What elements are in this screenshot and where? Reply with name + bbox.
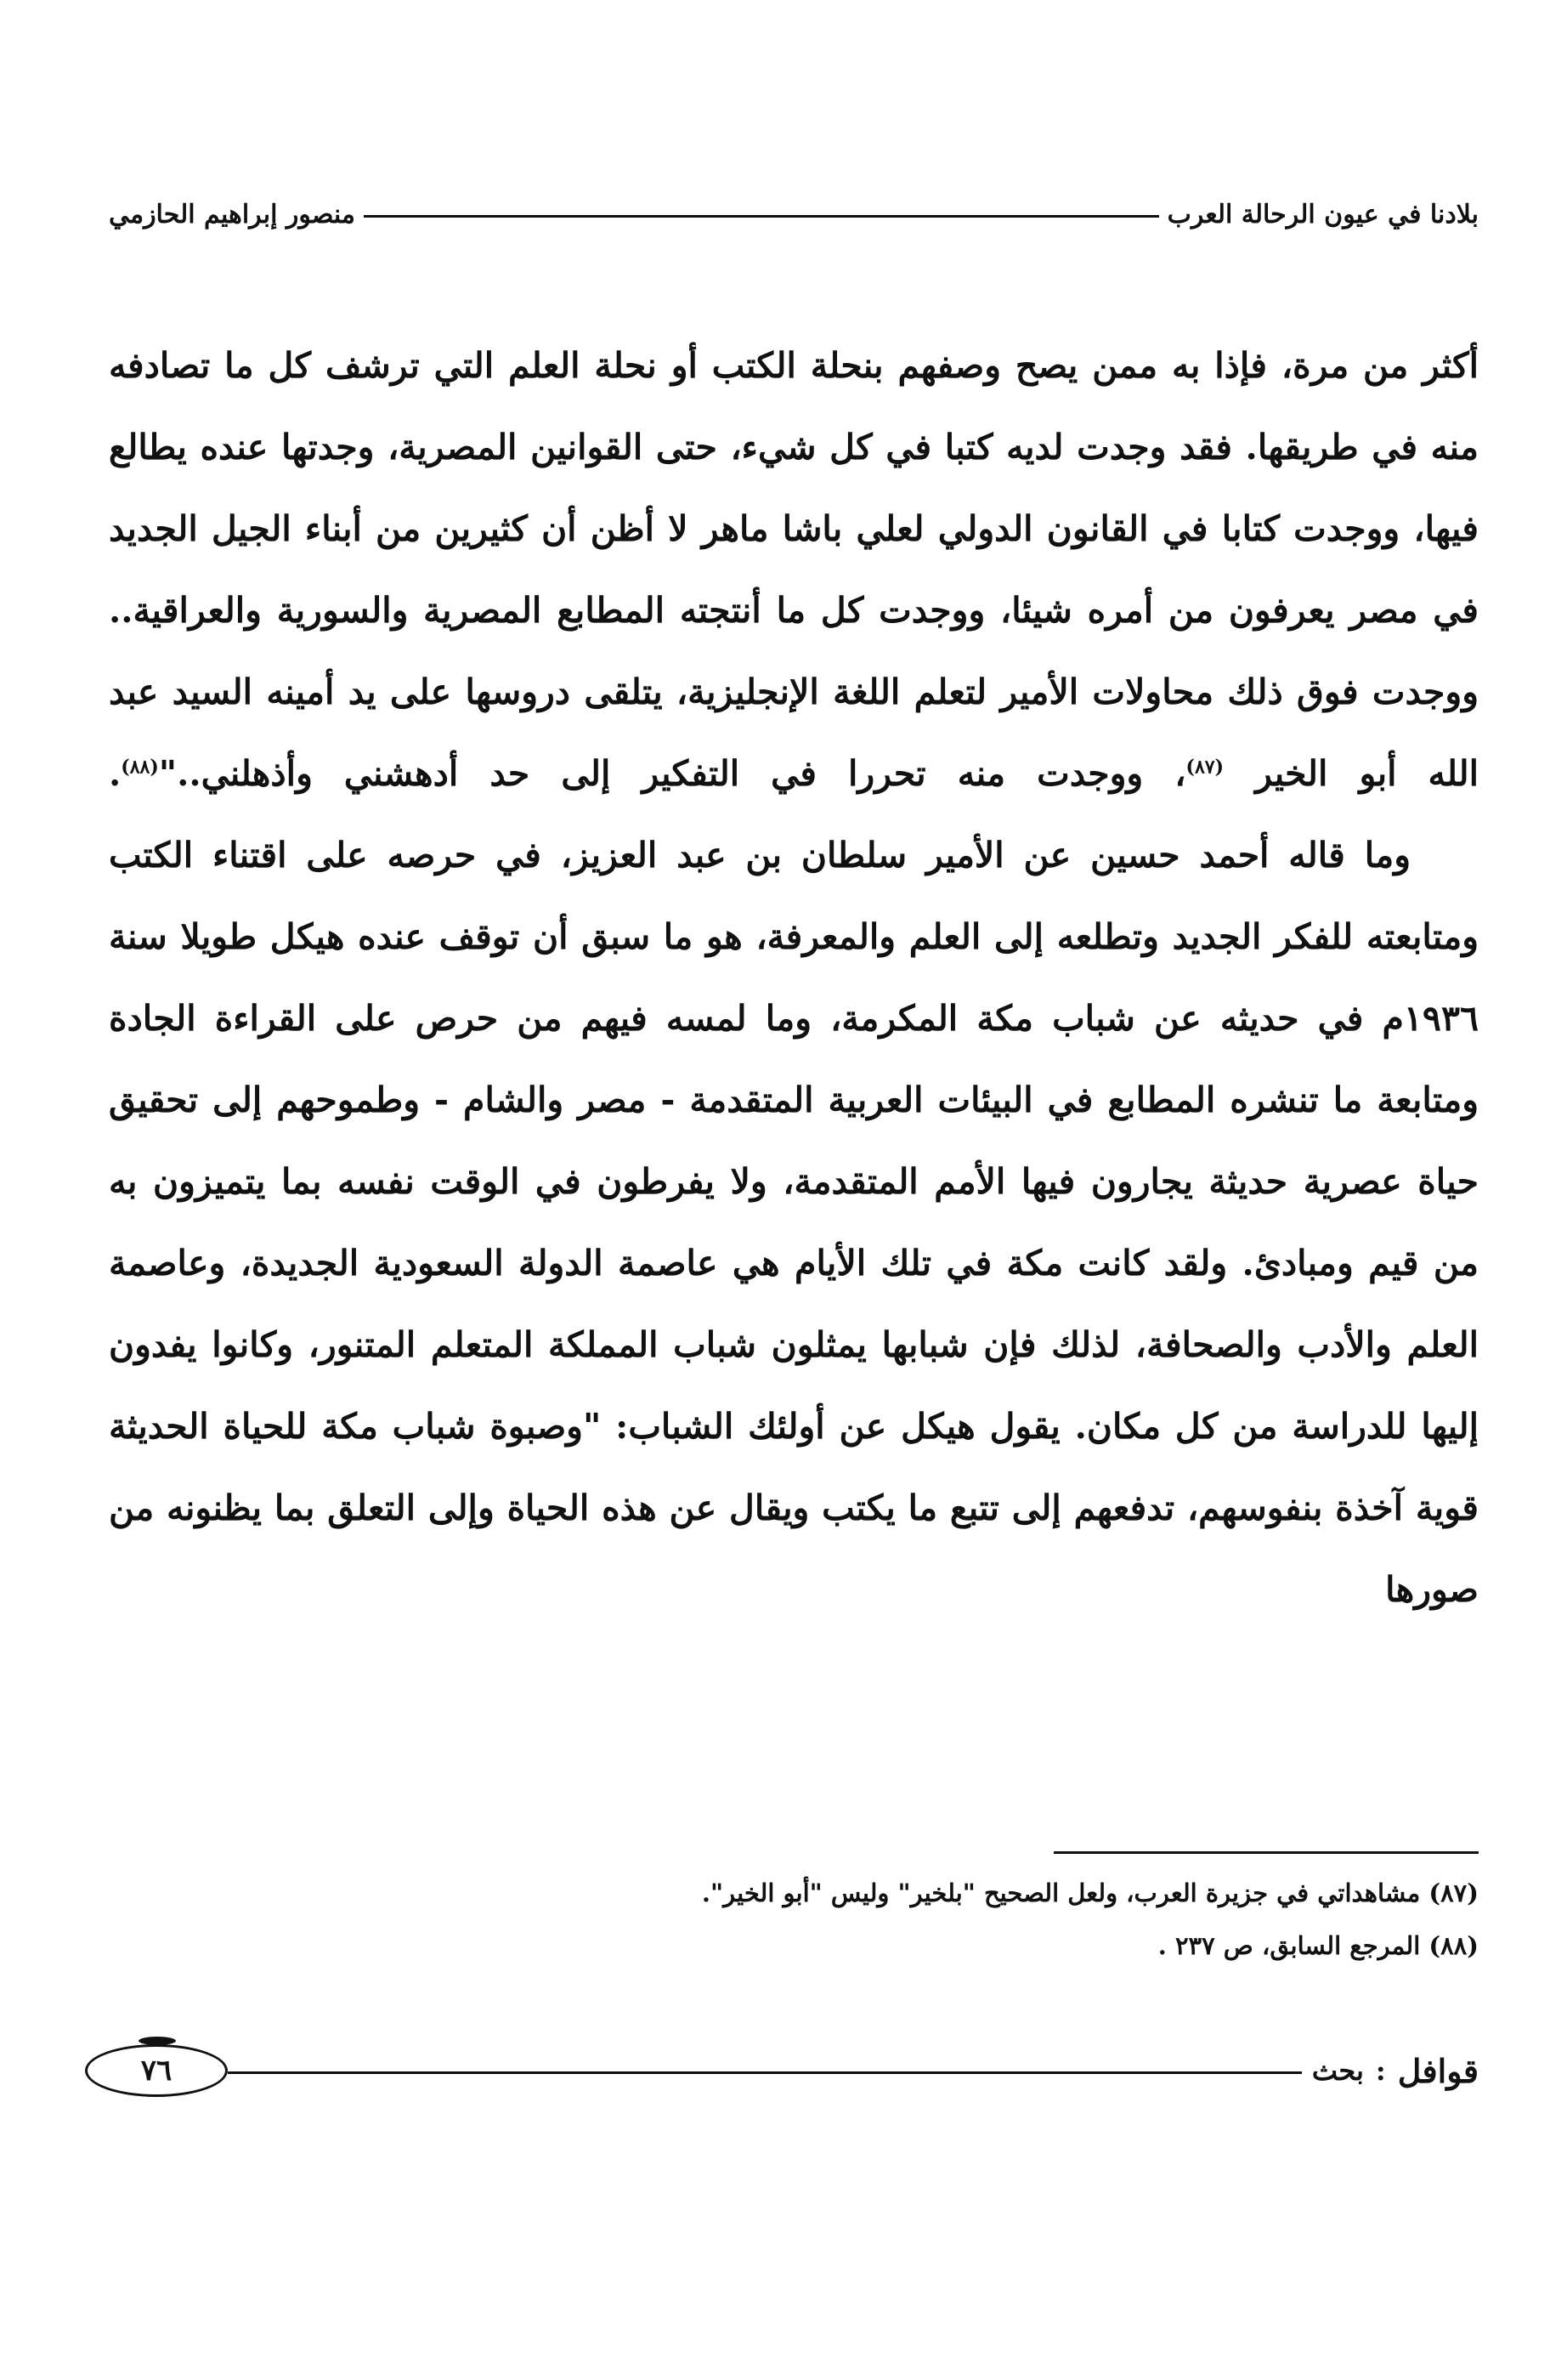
footnote-ref-87: (٨٧) bbox=[1185, 756, 1225, 779]
page-number-badge bbox=[85, 2044, 228, 2097]
footnotes bbox=[109, 1867, 1479, 1972]
paragraph-1-continuation: ، ووجدت منه تحررا في التفكير إلى حد أدهشني وأذهلني.." bbox=[158, 753, 1186, 794]
footer-separator: : bbox=[1375, 2054, 1386, 2087]
footer-rule bbox=[228, 2071, 1302, 2074]
header-book-title: بلادنا في عيون الرحالة العرب bbox=[1167, 199, 1479, 230]
footer-journal-name: قوافل bbox=[1397, 2051, 1479, 2090]
page-number: ٧٦ bbox=[140, 2054, 173, 2088]
paragraph-1-end: . bbox=[109, 753, 122, 794]
paragraph-2: وما قاله أحمد حسين عن الأمير سلطان بن عبد العزيز، في حرصه على اقتناء الكتب ومتابعته للفكر الجديد وتطلعه إلى العلم والمعرفة، هو ما سبق أن توقف عنده هيكل طويلا سنة ١٩٣٦م في حديثه عن شباب مكة المكرمة، وما لمسه فيهم من حرص على القراءة الجادة ومتابعة ما تنشره المطابع في البيئات العربية المتقدمة - مصر والشام - وطموحهم إلى تحقيق حياة عصرية حديثة يجارون فيها الأمم المتقدمة، ولا يفرطون في الوقت نفسه بما يتميزون به من قيم ومبادئ. ولقد كانت مكة في تلك الأيام هي عاصمة الدولة السعودية الجديدة، وعاصمة العلم والأدب والصحافة، لذلك فإن شبابها يمثلون شباب المملكة المتعلم المتنور، وكانوا يفدون إليها للدراسة من كل مكان. يقول هيكل عن أولئك الشباب: "وصبوة شباب مكة للحياة الحديثة قوية آخذة بنفوسهم، تدفعهم إلى تتبع ما يكتب ويقال عن هذه الحياة وإلى التعلق بما يظنونه من صورها bbox=[109, 835, 1479, 1610]
footnote-87: (٨٧) مشاهداتي في جزيرة العرب، ولعل الصحيح "بلخير" وليس "أبو الخير". bbox=[701, 1878, 1479, 1907]
paragraph-1 bbox=[109, 325, 1479, 814]
footnote-ref-88: (٨٨) bbox=[121, 756, 159, 779]
header-author: منصور إبراهيم الحازمي bbox=[109, 199, 355, 230]
header-rule bbox=[364, 215, 1159, 218]
paragraph-1-text: أكثر من مرة، فإذا به ممن يصح وصفهم بنحلة الكتب أو نحلة العلم التي ترشف كل ما تصادفه منه في طريقها. فقد وجدت لديه كتبا في كل شيء، حتى القوانين المصرية، وجدتها عنده يطالع فيها، ووجدت كتابا في القانون الدولي لعلي باشا ماهر لا أظن أن كثيرين من أبناء الجيل الجديد في مصر يعرفون من أمره شيئا، ووجدت كل ما أنتجته المطابع المصرية والسورية والعراقية.. ووجدت فوق ذلك محاولات الأمير لتعلم اللغة الإنجليزية، يتلقى دروسها على يد أمينه السيد عبد الله أبو الخير bbox=[109, 345, 1479, 794]
running-header bbox=[109, 189, 1479, 240]
footnote-88: (٨٨) المرجع السابق، ص ٢٣٧ . bbox=[1157, 1931, 1479, 1960]
footer-section: بحث bbox=[1311, 2054, 1364, 2087]
page-footer bbox=[85, 2040, 1479, 2101]
body-text bbox=[109, 325, 1479, 1630]
footnote-rule bbox=[1054, 1851, 1479, 1854]
